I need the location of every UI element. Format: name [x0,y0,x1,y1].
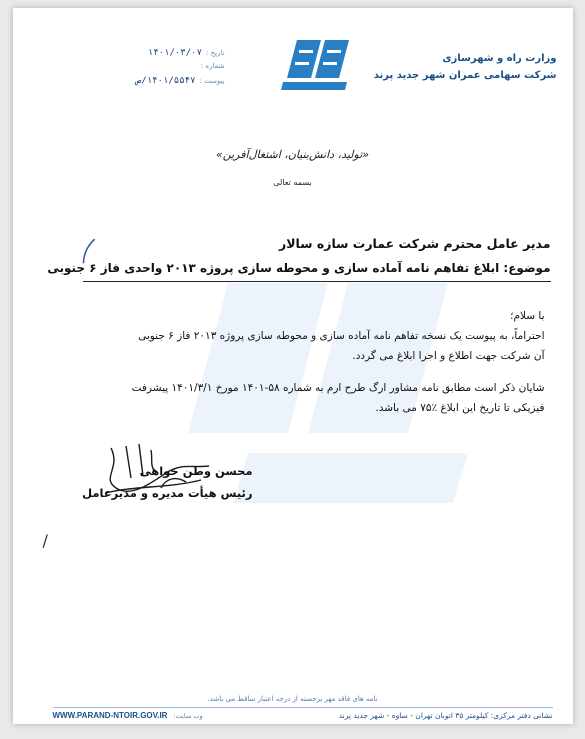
bismillah: بسمه تعالی [273,178,312,187]
company-logo [275,38,355,92]
letter-page [13,8,573,724]
meta-date-value: ۱۴۰۱/۰۳/۰۷ [147,48,202,58]
meta-attachment-value: ۱۴۰۱/۵۵۴۷/ص [135,76,196,86]
letterhead-org [374,50,557,84]
letter-body [45,306,545,418]
signer-name: محسن وطن خواهی [139,464,253,478]
greeting: با سلام؛ [510,310,545,322]
company-name: شرکت سهامی عمران شهر جدید پرند [373,70,557,81]
footer-address: نشانی دفتر مرکزی: کیلومتر ۳۵ اتوبان تهران - ساوه - شهر جدید پرند [338,711,553,720]
ministry-name: وزارت راه و شهرسازی [442,53,557,64]
website-label: وب سایت: [173,712,203,720]
signer-title: رئیس هیأت مدیره و مدیرعامل [82,486,253,500]
meta-number [65,62,225,76]
signature-block [82,460,252,504]
letter-meta [65,48,225,90]
meta-attachment-label: پیوست : [199,77,225,85]
meta-date [65,48,225,62]
footer-note: نامه های فاقد مهر برجسته از درجه اعتبار ساقط می باشد. [207,695,378,703]
subject-underline [83,281,551,282]
footer-website [53,711,203,720]
website-link[interactable]: WWW.PARAND-NTOIR.GOV.IR [52,711,168,720]
subject-line: موضوع: ابلاغ تفاهم نامه آماده سازی و محوطه سازی پروژه ۲۰۱۳ واحدی فاز ۶ جنوبی [47,261,551,275]
margin-mark: / [42,531,48,550]
footer [53,711,553,720]
footer-divider [53,707,553,708]
body-p2-line2: فیزیکی تا تاریخ این ابلاغ ٪۷۵ می باشد. [375,402,545,414]
body-p1-line1: احتراماً، به پیوست یک نسخه تفاهم نامه آماده سازی و محوطه سازی پروژه ۲۰۱۳ فاز ۶ جنوبی [138,330,545,342]
motto: «تولید، دانش‌بنیان، اشتغال‌آفرین» [215,148,370,161]
body-p2-line1: شایان ذکر است مطابق نامه مشاور ارگ طرح ارم به شماره ۵۸-۱۴۰۱ مورخ ۱۴۰۱/۳/۱ پیشرفت [131,382,545,394]
body-p1-line2: آن شرکت جهت اطلاع و اجرا ابلاغ می گردد. [352,350,545,362]
meta-number-label: شماره : [200,62,225,70]
meta-date-label: تاریخ : [205,49,225,57]
addressee: مدیر عامل محترم شرکت عمارت سازه سالار [279,236,551,251]
meta-attachment [65,76,225,90]
